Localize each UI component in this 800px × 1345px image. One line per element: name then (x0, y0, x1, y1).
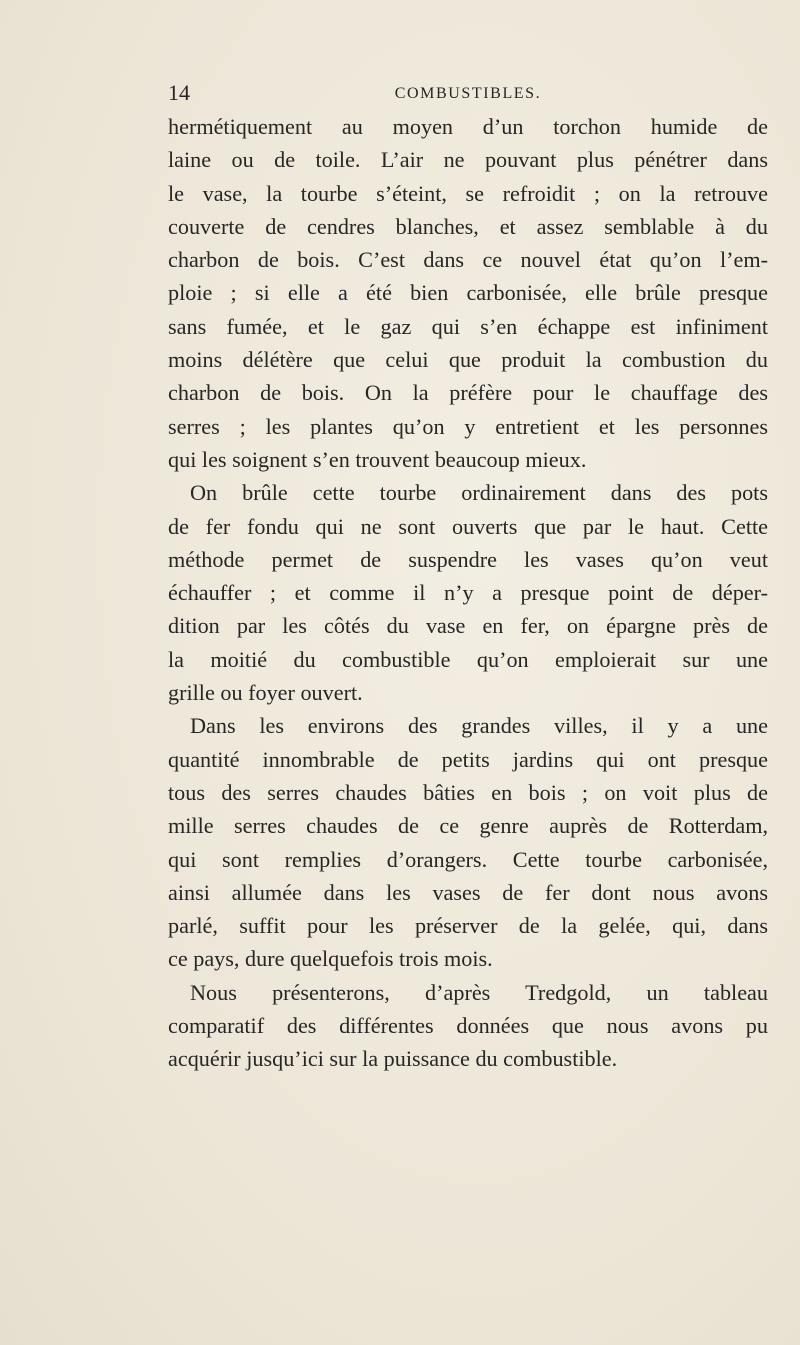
paragraph-start-line: On brûle cette tourbe ordinairement dans des pots (190, 480, 768, 506)
text-line: laine ou de toile. L’air ne pouvant plus pénétrer dans (168, 147, 768, 173)
paragraph-start-line: Dans les environs des grandes villes, il y a une (190, 713, 768, 739)
text-line: qui sont remplies d’orangers. Cette tourbe carbonisée, (168, 846, 768, 872)
page-header (168, 78, 768, 108)
text-line: hermétiquement au moyen d’un torchon humide de (168, 114, 768, 139)
book-page (168, 78, 768, 1076)
text-line: ainsi allumée dans les vases de fer dont nous avons (168, 879, 768, 905)
text-line: grille ou foyer ouvert. (168, 680, 363, 706)
text-line: méthode permet de suspendre les vases qu’on veut (168, 546, 768, 572)
text-line: moins délétère que celui que produit la combustion du (168, 347, 768, 373)
text-line: parlé, suffit pour les préserver de la gelée, qui, dans (168, 913, 768, 939)
page-number: 14 (168, 80, 190, 105)
text-line: acquérir jusqu’ici sur la puissance du combustible. (168, 1046, 618, 1072)
text-line: mille serres chaudes de ce genre auprès de Rotterdam, (168, 813, 768, 839)
text-line: charbon de bois. On la préfère pour le chauffage des (168, 380, 768, 406)
text-line: de fer fondu qui ne sont ouverts que par le haut. Cette (168, 513, 768, 539)
text-line: échauffer ; et comme il n’y a presque point de déper- (168, 580, 768, 606)
text-line: quantité innombrable de petits jardins qui ont presque (168, 746, 768, 772)
paragraph-start-line: Nous présenterons, d’après Tredgold, un tableau (190, 979, 768, 1005)
text-line: ploie ; si elle a été bien carbonisée, elle brûle presque (168, 280, 768, 306)
body-text (168, 110, 768, 1076)
text-line: charbon de bois. C’est dans ce nouvel état qu’on l’em- (168, 247, 768, 273)
text-line: couverte de cendres blanches, et assez semblable à du (168, 213, 768, 239)
text-line: serres ; les plantes qu’on y entretient et les personnes (168, 413, 768, 439)
text-line: sans fumée, et le gaz qui s’en échappe est infiniment (168, 313, 768, 339)
running-title: COMBUSTIBLES. (394, 85, 542, 102)
text-line: le vase, la tourbe s’éteint, se refroidit ; on la retrouve (168, 180, 768, 206)
text-line: tous des serres chaudes bâties en bois ; on voit plus de (168, 779, 768, 805)
text-line: qui les soignent s’en trouvent beaucoup mieux. (168, 446, 587, 472)
text-line: comparatif des différentes données que nous avons pu (168, 1013, 768, 1039)
text-line: la moitié du combustible qu’on emploierait sur une (168, 646, 768, 672)
text-line: dition par les côtés du vase en fer, on épargne près de (168, 613, 768, 639)
text-line: ce pays, dure quelquefois trois mois. (168, 946, 493, 972)
